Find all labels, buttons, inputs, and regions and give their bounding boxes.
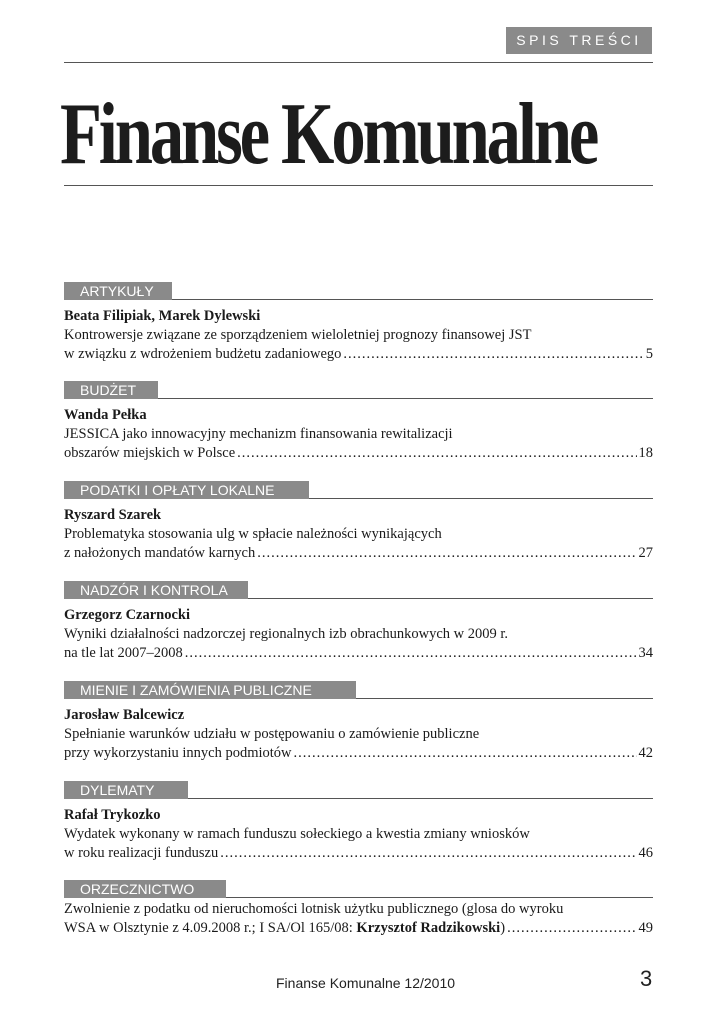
entry-author: Grzegorz Czarnocki <box>64 607 191 623</box>
top-rule <box>64 62 653 63</box>
toc-section-artykuly <box>64 282 653 364</box>
section-label: DYLEMATY <box>64 781 188 799</box>
entry-title: Problematyka stosowania ulg w spłacie należności wynikających <box>64 526 442 542</box>
entry-title-line2: w związku z wdrożeniem budżetu zadaniowego <box>64 346 342 362</box>
entry-title-line2: na tle lat 2007–2008 <box>64 645 183 661</box>
dot-leader <box>237 444 636 463</box>
masthead-title: Finanse Komunalne <box>60 86 597 183</box>
entry-title-line2: w roku realizacji funduszu <box>64 845 219 861</box>
entry-author: Beata Filipiak, Marek Dylewski <box>64 308 261 324</box>
entry-title-line2: z nałożonych mandatów karnych <box>64 545 256 561</box>
section-header <box>64 880 653 899</box>
toc-section-orzecznictwo <box>64 880 653 938</box>
entry-title-last-line <box>64 744 653 763</box>
entry-page-number[interactable]: 46 <box>638 845 653 861</box>
dot-leader <box>185 644 637 663</box>
entry-title-last-line <box>64 444 653 463</box>
entry-page-number[interactable]: 34 <box>638 645 653 661</box>
entry-title-line2: obszarów miejskich w Polsce <box>64 445 236 461</box>
toc-section-dylematy <box>64 781 653 863</box>
entry-title-line2-tail: ) <box>500 920 506 936</box>
entry-title-last-line <box>64 844 653 863</box>
section-header <box>64 481 653 500</box>
entry-title-line2: przy wykorzystaniu innych podmiotów <box>64 745 292 761</box>
toc-section-podatki <box>64 481 653 563</box>
entry-title: Wydatek wykonany w ramach funduszu sołeckiego a kwestia zmiany wniosków <box>64 826 530 842</box>
entry-title-last-line <box>64 544 653 563</box>
section-label: NADZÓR I KONTROLA <box>64 581 248 599</box>
entry-title: Kontrowersje związane ze sporządzeniem wieloletniej prognozy finansowej JST <box>64 327 532 343</box>
entry-title: Spełnianie warunków udziału w postępowaniu o zamówienie publiczne <box>64 726 480 742</box>
section-label: MIENIE I ZAMÓWIENIA PUBLICZNE <box>64 681 356 699</box>
entry-author: Wanda Pełka <box>64 407 147 423</box>
entry-title-last-line <box>64 644 653 663</box>
entry-title: Wyniki działalności nadzorczej regionalnych izb obrachunkowych w 2009 r. <box>64 626 509 642</box>
entry-page-number[interactable]: 5 <box>645 346 653 362</box>
dot-leader <box>507 919 636 938</box>
section-header <box>64 282 653 301</box>
section-header <box>64 581 653 600</box>
dot-leader <box>294 744 637 763</box>
entry-page-number[interactable]: 27 <box>638 545 653 561</box>
entry-author: Ryszard Szarek <box>64 507 162 523</box>
section-label: ORZECZNICTWO <box>64 880 226 898</box>
footer-journal: Finanse Komunalne 12/2010 <box>276 975 456 991</box>
section-header <box>64 781 653 800</box>
toc-section-budzet <box>64 381 653 463</box>
entry-author-inline: Krzysztof Radzikowski <box>356 920 501 936</box>
footer-page-number: 3 <box>640 966 653 991</box>
dot-leader <box>257 544 636 563</box>
entry-title-last-line <box>64 919 653 938</box>
entry-title: JESSICA jako innowacyjny mechanizm finansowania rewitalizacji <box>64 426 453 442</box>
section-label: BUDŻET <box>64 381 158 399</box>
entry-title-line2-text: WSA w Olsztynie z 4.09.2008 r.; I SA/Ol 165/08: <box>64 920 357 936</box>
entry-title: Zwolnienie z podatku od nieruchomości lotnisk użytku publicznego (glosa do wyroku <box>64 901 564 917</box>
dot-leader <box>343 345 643 364</box>
section-header <box>64 381 653 400</box>
entry-title-last-line <box>64 345 653 364</box>
section-header <box>64 681 653 700</box>
entry-author: Rafał Trykozko <box>64 807 161 823</box>
dot-leader <box>220 844 636 863</box>
section-badge: SPIS TREŚCI <box>506 27 652 54</box>
masthead-rule <box>64 185 653 186</box>
section-label: ARTYKUŁY <box>64 282 172 300</box>
entry-page-number[interactable]: 49 <box>638 920 653 936</box>
entry-author: Jarosław Balcewicz <box>64 707 185 723</box>
entry-page-number[interactable]: 42 <box>638 745 653 761</box>
section-label: PODATKI I OPŁATY LOKALNE <box>64 481 309 499</box>
toc-section-mienie <box>64 681 653 763</box>
entry-page-number[interactable]: 18 <box>638 445 653 461</box>
toc-section-nadzor <box>64 581 653 663</box>
entry-title-line2 <box>64 919 505 938</box>
